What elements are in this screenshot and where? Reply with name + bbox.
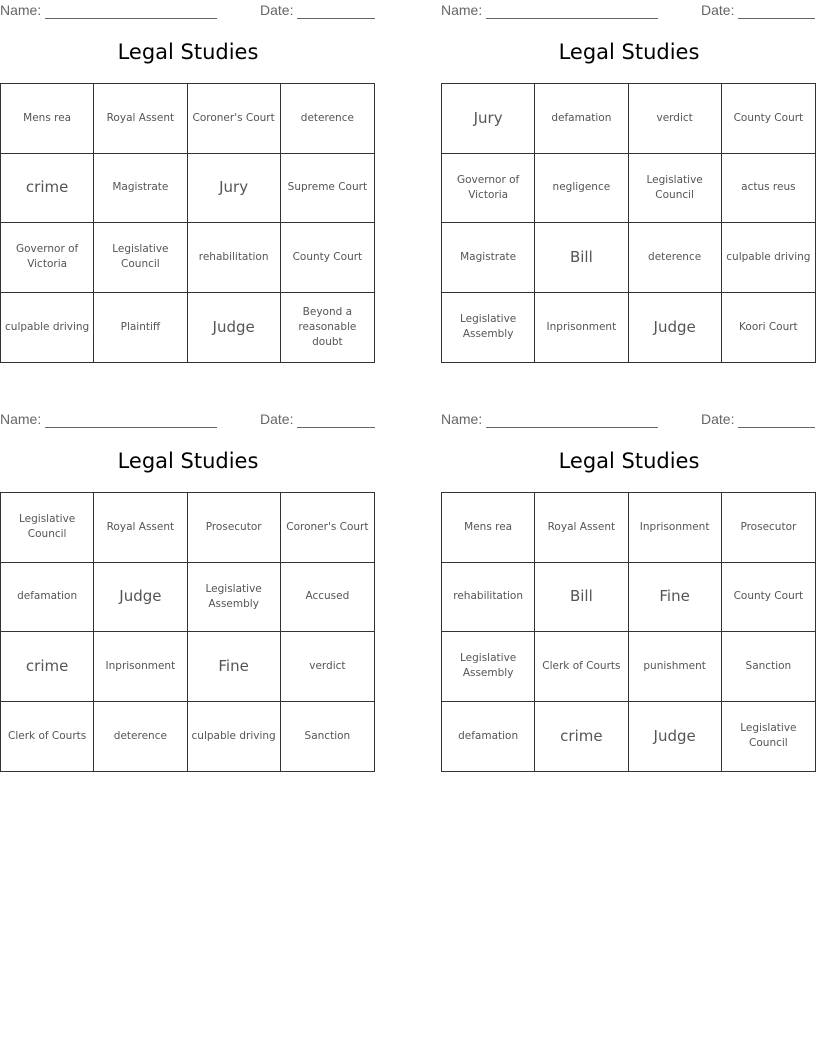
grid-cell: culpable driving (1, 293, 94, 363)
grid-cell: Judge (94, 563, 187, 633)
grid-cell: Legislative Council (629, 154, 722, 224)
name-label: Name: (441, 411, 483, 427)
grid-cell: Magistrate (442, 223, 535, 293)
date-line (738, 427, 815, 428)
grid-cell: Fine (188, 632, 281, 702)
grid-cell: Judge (629, 293, 722, 363)
bingo-grid (441, 492, 816, 772)
grid-cell: Inprisonment (535, 293, 628, 363)
grid-cell: crime (1, 632, 94, 702)
grid-cell: Legislative Assembly (442, 632, 535, 702)
card-title: Legal Studies (117, 40, 259, 64)
date-label: Date: (260, 2, 294, 18)
date-line (738, 18, 815, 19)
name-line (45, 427, 217, 428)
grid-cell: Coroner's Court (281, 493, 374, 563)
grid-cell: Judge (629, 702, 722, 772)
grid-cell: Jury (442, 84, 535, 154)
grid-cell: Legislative Council (740, 722, 797, 750)
grid-cell: Fine (629, 563, 722, 633)
grid-cell: Governor of Victoria (1, 223, 94, 293)
grid-cell: Judge (188, 293, 281, 363)
grid-cell: Governor of Victoria (442, 154, 535, 224)
name-label: Name: (0, 2, 42, 18)
name-date-row (0, 411, 376, 431)
grid-cell: defamation (442, 702, 535, 772)
name-label: Name: (441, 2, 483, 18)
name-line (45, 18, 217, 19)
grid-cell: verdict (629, 84, 722, 154)
grid-cell: Accused (281, 563, 374, 633)
grid-cell: Mens rea (442, 493, 535, 563)
name-line (486, 18, 658, 19)
date-label: Date: (701, 2, 735, 18)
grid-cell: Koori Court (739, 320, 798, 333)
grid-cell: Legislative Assembly (188, 563, 281, 633)
name-date-row (0, 2, 376, 22)
bingo-grid (0, 83, 375, 363)
grid-cell: negligence (535, 154, 628, 224)
grid-cell: Legislative Assembly (442, 293, 535, 363)
name-date-row (441, 411, 816, 431)
grid-cell: verdict (281, 632, 374, 702)
grid-cell: County Court (722, 563, 815, 633)
grid-cell: Magistrate (94, 154, 187, 224)
grid-cell: Mens rea (1, 84, 94, 154)
grid-cell: Bill (535, 223, 628, 293)
grid-cell: Sanction (722, 632, 815, 702)
grid-cell: Plaintiff (94, 293, 187, 363)
grid-cell: Supreme Court (281, 154, 374, 224)
card-title: Legal Studies (558, 40, 700, 64)
name-date-row (441, 2, 816, 22)
grid-cell: Clerk of Courts (535, 632, 628, 702)
grid-cell: Prosecutor (722, 493, 815, 563)
date-line (297, 427, 375, 428)
grid-cell: Legislative Council (94, 223, 187, 293)
card-title: Legal Studies (558, 449, 700, 473)
grid-cell: Inprisonment (629, 493, 722, 563)
bingo-grid (0, 492, 375, 772)
grid-cell: County Court (281, 223, 374, 293)
grid-cell: Royal Assent (535, 493, 628, 563)
date-label: Date: (701, 411, 735, 427)
grid-cell: deterence (281, 84, 374, 154)
grid-cell: Inprisonment (94, 632, 187, 702)
grid-cell: deterence (629, 223, 722, 293)
card-title: Legal Studies (117, 449, 259, 473)
grid-cell: defamation (535, 84, 628, 154)
grid-cell: Beyond a reasonable doubt (298, 305, 357, 348)
grid-cell: Prosecutor (188, 493, 281, 563)
date-line (297, 18, 375, 19)
date-label: Date: (260, 411, 294, 427)
grid-cell: defamation (1, 563, 94, 633)
grid-cell: Clerk of Courts (1, 702, 94, 772)
grid-cell: Jury (188, 154, 281, 224)
grid-cell: Coroner's Court (188, 84, 281, 154)
grid-cell: culpable driving (722, 223, 815, 293)
grid-cell: deterence (94, 702, 187, 772)
grid-cell: Royal Assent (94, 84, 187, 154)
bingo-grid (441, 83, 816, 363)
grid-cell: Royal Assent (94, 493, 187, 563)
name-label: Name: (0, 411, 42, 427)
grid-cell: punishment (629, 632, 722, 702)
grid-cell: rehabilitation (188, 223, 281, 293)
grid-cell: Bill (535, 563, 628, 633)
name-line (486, 427, 658, 428)
grid-cell: Legislative Council (1, 493, 94, 563)
grid-cell: crime (1, 154, 94, 224)
grid-cell: actus reus (722, 154, 815, 224)
grid-cell: rehabilitation (442, 563, 535, 633)
grid-cell: Sanction (304, 729, 351, 742)
grid-cell: crime (535, 702, 628, 772)
grid-cell: culpable driving (188, 702, 281, 772)
grid-cell: County Court (722, 84, 815, 154)
